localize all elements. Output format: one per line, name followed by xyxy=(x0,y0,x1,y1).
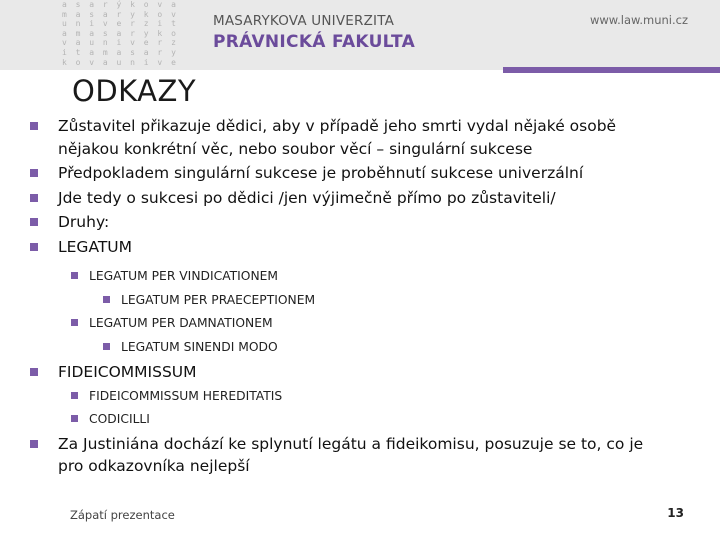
muni-logo-pattern-icon: a s a r ý k o v a m a s a r y k o v u n i v e r z i t a m a s a r y k o v a u n i v e r z i t a m a s a r y k o v a u n i v e xyxy=(62,0,178,67)
slide-footer: Zápatí prezentace xyxy=(70,508,175,522)
university-name: MASARYKOVA UNIVERZITA xyxy=(213,13,395,29)
faculty-name: PRÁVNICKÁ FAKULTA xyxy=(213,32,416,52)
bullet-square-icon xyxy=(71,272,78,279)
bullet-square-icon xyxy=(30,218,38,226)
sub-sub-bullet-text: LEGATUM PER PRAECEPTIONEM xyxy=(121,293,316,307)
bullet-text-continued: pro odkazovníka nejlepší xyxy=(58,457,250,475)
bullet-square-icon xyxy=(30,122,38,130)
bullet-square-icon xyxy=(103,296,110,303)
bullet-square-icon xyxy=(103,343,110,350)
slide-header xyxy=(0,0,720,70)
page-number: 13 xyxy=(667,506,684,520)
bullet-text: Za Justiniána dochází ke splynutí legátu a fideikomisu, posuzuje se to, co je xyxy=(58,435,644,453)
bullet-text-continued: nějakou konkrétní věc, nebo soubor věcí – singulární sukcese xyxy=(58,140,533,158)
bullet-text: Zůstavitel přikazuje dědici, aby v případě jeho smrti vydal nějaké osobě xyxy=(58,117,617,135)
bullet-text: LEGATUM xyxy=(58,238,133,256)
bullet-square-icon xyxy=(71,392,78,399)
sub-bullet-text: CODICILLI xyxy=(89,412,150,426)
sub-bullet-text: LEGATUM PER DAMNATIONEM xyxy=(89,316,273,330)
sub-sub-bullet-text: LEGATUM SINENDI MODO xyxy=(121,340,278,354)
bullet-square-icon xyxy=(30,194,38,202)
bullet-square-icon xyxy=(30,243,38,251)
bullet-square-icon xyxy=(30,169,38,177)
bullet-square-icon xyxy=(71,415,78,422)
sub-bullet-text: LEGATUM PER VINDICATIONEM xyxy=(89,269,279,283)
bullet-text: Předpokladem singulární sukcese je proběhnutí sukcese univerzální xyxy=(58,164,584,182)
bullet-square-icon xyxy=(71,319,78,326)
website-url: www.law.muni.cz xyxy=(589,13,688,27)
bullet-square-icon xyxy=(30,368,38,376)
bullet-text: Jde tedy o sukcesi po dědici /jen výjimečně přímo po zůstaviteli/ xyxy=(58,189,556,207)
bullet-square-icon xyxy=(30,440,38,448)
accent-bar xyxy=(503,67,720,73)
bullet-text: Druhy: xyxy=(58,213,110,231)
bullet-text: FIDEICOMMISSUM xyxy=(58,363,197,381)
slide-title: ODKAZY xyxy=(72,74,197,108)
sub-bullet-text: FIDEICOMMISSUM HEREDITATIS xyxy=(89,389,283,403)
